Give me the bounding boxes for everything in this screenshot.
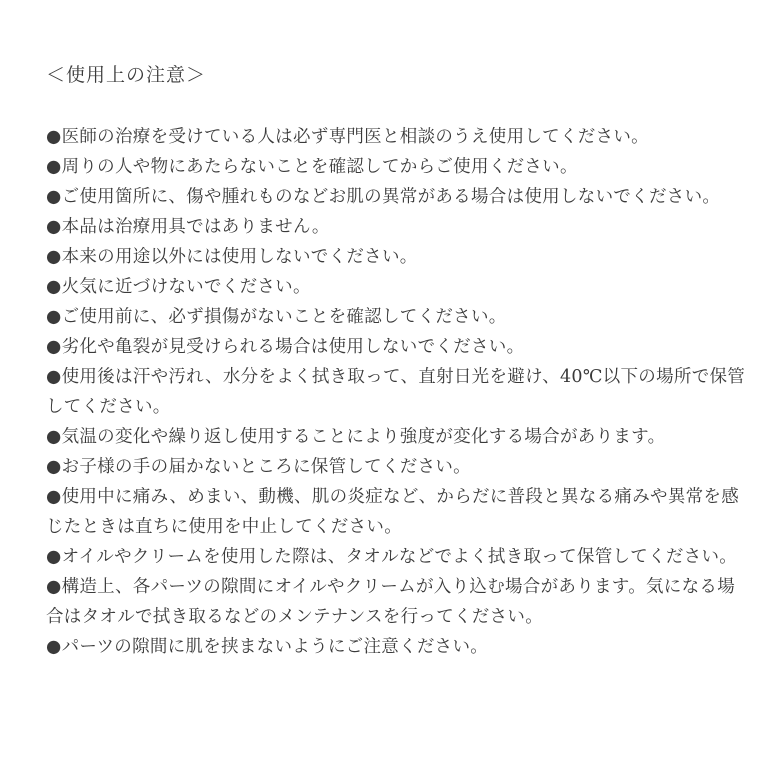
caution-item: ●気温の変化や繰り返し使用することにより強度が変化する場合があります。 [46,427,666,447]
caution-item: ●本来の用途以外には使用しないでください。 [46,247,418,267]
caution-item: ●医師の治療を受けている人は必ず専門医と相談のうえ使用してください。 [46,127,649,147]
caution-list [46,122,750,662]
caution-item: ●ご使用箇所に、傷や腫れものなどお肌の異常がある場合は使用しないでください。 [46,187,721,207]
caution-item: ●お子様の手の届かないところに保管してください。 [46,457,471,477]
caution-item: ●本品は治療用具ではありません。 [46,217,330,237]
caution-item: ●使用後は汗や汚れ、水分をよく拭き取って、直射日光を避け、40℃以下の場所で保管してください。 [46,367,746,417]
caution-item: ●オイルやクリームを使用した際は、タオルなどでよく拭き取って保管してください。 [46,547,738,567]
caution-item: ●劣化や亀裂が見受けられる場合は使用しないでください。 [46,337,525,357]
caution-title: ＜使用上の注意＞ [46,64,207,86]
caution-item: ●ご使用前に、必ず損傷がないことを確認してください。 [46,307,507,327]
caution-item: ●パーツの隙間に肌を挟まないようにご注意ください。 [46,637,489,657]
caution-item: ●火気に近づけないでください。 [46,277,311,297]
caution-item: ●構造上、各パーツの隙間にオイルやクリームが入り込む場合があります。気になる場合はタオルで拭き取るなどのメンテナンスを行ってください。 [46,577,735,627]
caution-item: ●周りの人や物にあたらないことを確認してからご使用ください。 [46,157,578,177]
caution-item: ●使用中に痛み、めまい、動機、肌の炎症など、からだに普段と異なる痛みや異常を感じたときは直ちに使用を中止してください。 [46,487,740,537]
